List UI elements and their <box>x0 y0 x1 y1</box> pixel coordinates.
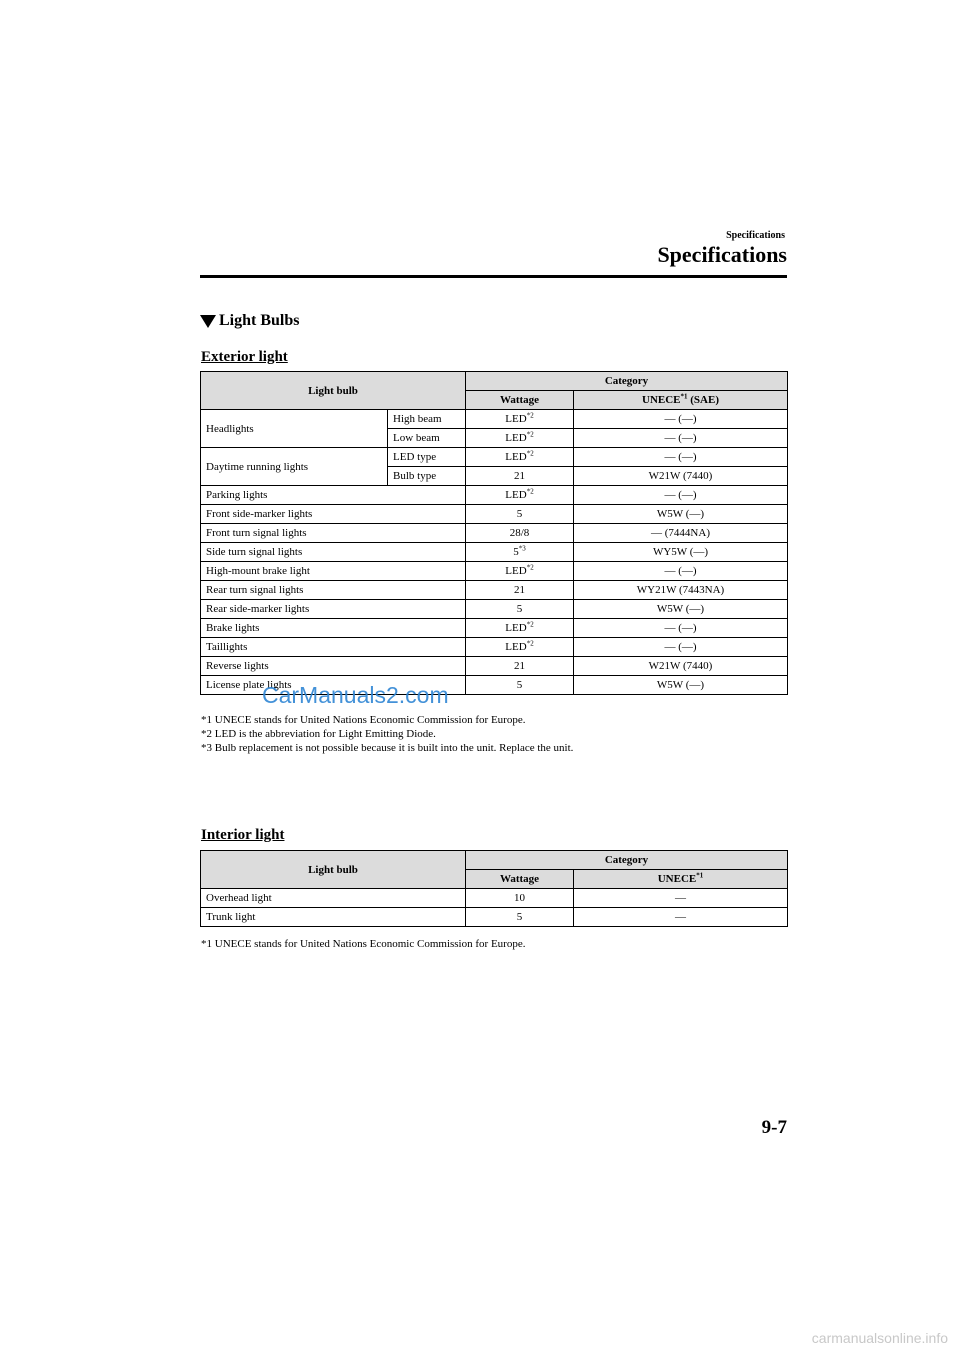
running-header-small: Specifications <box>726 230 785 241</box>
exterior-light-heading: Exterior light <box>201 349 288 365</box>
exterior-light-table <box>200 371 788 695</box>
row-unece: — (—) <box>574 619 788 638</box>
header-wattage: Wattage <box>466 391 574 410</box>
exterior-footnotes <box>201 713 573 755</box>
section-title-text: Light Bulbs <box>219 312 300 329</box>
row-wattage: LED$^{*2}$ <box>466 486 574 505</box>
row-name: Headlights <box>201 410 388 448</box>
row-wattage: 5 <box>466 676 574 695</box>
row-unece: — (—) <box>574 486 788 505</box>
row-name: Parking lights <box>201 486 466 505</box>
row-unece: — (—) <box>574 638 788 657</box>
row-unece: W21W (7440) <box>574 657 788 676</box>
header-divider <box>200 275 787 278</box>
row-unece: W5W (—) <box>574 600 788 619</box>
row-sub: Low beam <box>388 429 466 448</box>
row-unece: WY5W (—) <box>574 543 788 562</box>
row-wattage: 21 <box>466 467 574 486</box>
table-row <box>201 524 788 543</box>
row-wattage: LED$^{*2}$ <box>466 619 574 638</box>
row-name: License plate lights <box>201 676 466 695</box>
table-row <box>201 619 788 638</box>
footer-watermark: carmanualsonline.info <box>811 1330 948 1346</box>
table-row <box>201 486 788 505</box>
row-unece: — (—) <box>574 448 788 467</box>
row-name: Rear side-marker lights <box>201 600 466 619</box>
row-name: Trunk light <box>201 908 466 927</box>
row-name: Rear turn signal lights <box>201 581 466 600</box>
row-unece: W5W (—) <box>574 505 788 524</box>
table-row <box>201 543 788 562</box>
header-unece: UNECE$^{*1}$ (SAE) <box>574 391 788 410</box>
row-wattage: 5 <box>466 600 574 619</box>
row-name: Reverse lights <box>201 657 466 676</box>
table-row <box>201 581 788 600</box>
header-category: Category <box>466 851 788 870</box>
row-unece: — (—) <box>574 562 788 581</box>
row-wattage: LED$^{*2}$ <box>466 562 574 581</box>
row-unece: — (—) <box>574 429 788 448</box>
header-light-bulb: Light bulb <box>201 851 466 889</box>
row-unece: — (—) <box>574 410 788 429</box>
footnote: *3 Bulb replacement is not possible because it is built into the unit. Replace the unit. <box>201 742 574 754</box>
row-name: High-mount brake light <box>201 562 466 581</box>
footnote: *1 UNECE stands for United Nations Economic Commission for Europe. <box>201 714 526 726</box>
table-row <box>201 638 788 657</box>
row-wattage: 21 <box>466 581 574 600</box>
triangle-down-icon <box>200 315 216 328</box>
row-wattage: LED$^{*2}$ <box>466 429 574 448</box>
row-name: Daytime running lights <box>201 448 388 486</box>
row-unece: — <box>574 908 788 927</box>
row-wattage: LED$^{*2}$ <box>466 410 574 429</box>
header-unece: UNECE$^{*1}$ <box>574 870 788 889</box>
row-wattage: LED$^{*2}$ <box>466 638 574 657</box>
table-header-row <box>201 372 788 391</box>
row-unece: — (7444NA) <box>574 524 788 543</box>
table-row <box>201 505 788 524</box>
row-unece: W5W (—) <box>574 676 788 695</box>
table-row <box>201 562 788 581</box>
row-unece: — <box>574 889 788 908</box>
row-name: Front side-marker lights <box>201 505 466 524</box>
interior-light-table <box>200 850 788 927</box>
interior-footnotes <box>201 937 525 951</box>
row-unece: WY21W (7443NA) <box>574 581 788 600</box>
row-wattage: LED$^{*2}$ <box>466 448 574 467</box>
table-row <box>201 889 788 908</box>
row-sub: High beam <box>388 410 466 429</box>
row-name: Front turn signal lights <box>201 524 466 543</box>
running-header-title: Specifications <box>657 242 787 267</box>
header-wattage: Wattage <box>466 870 574 889</box>
table-header-row <box>201 851 788 870</box>
row-name: Side turn signal lights <box>201 543 466 562</box>
row-wattage: 5$^{*3}$ <box>466 543 574 562</box>
row-sub: LED type <box>388 448 466 467</box>
row-wattage: 28/8 <box>466 524 574 543</box>
row-unece: W21W (7440) <box>574 467 788 486</box>
row-sub: Bulb type <box>388 467 466 486</box>
row-wattage: 10 <box>466 889 574 908</box>
row-wattage: 5 <box>466 505 574 524</box>
footnote: *1 UNECE stands for United Nations Economic Commission for Europe. <box>201 938 526 950</box>
table-row <box>201 448 788 467</box>
header-category: Category <box>466 372 788 391</box>
table-row <box>201 410 788 429</box>
page-number: 9-7 <box>761 1117 787 1138</box>
row-wattage: 5 <box>466 908 574 927</box>
header-light-bulb: Light bulb <box>201 372 466 410</box>
row-name: Overhead light <box>201 889 466 908</box>
section-title <box>200 312 299 330</box>
interior-light-heading: Interior light <box>201 827 285 843</box>
row-name: Brake lights <box>201 619 466 638</box>
row-name: Taillights <box>201 638 466 657</box>
table-row <box>201 908 788 927</box>
table-row <box>201 600 788 619</box>
watermark-logo: CarManuals2.com <box>262 682 449 708</box>
table-row <box>201 657 788 676</box>
row-wattage: 21 <box>466 657 574 676</box>
footnote: *2 LED is the abbreviation for Light Emitting Diode. <box>201 728 436 740</box>
